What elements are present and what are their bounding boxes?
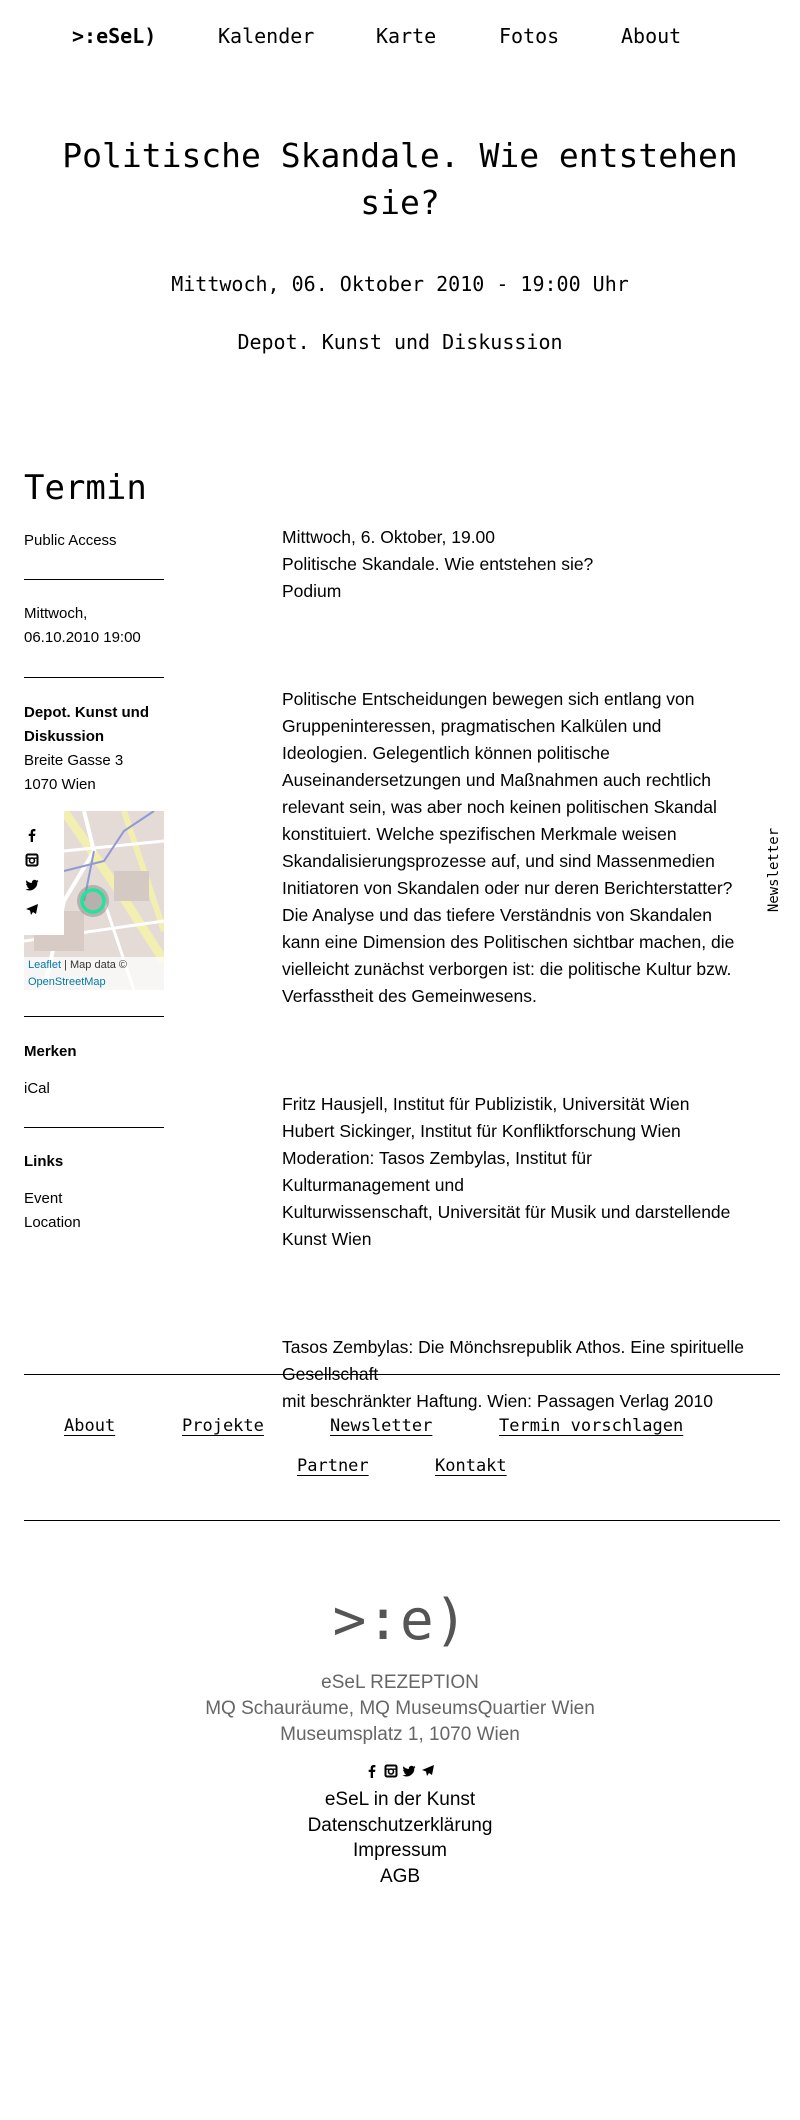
footer-divider xyxy=(24,1374,780,1375)
share-icons xyxy=(25,828,41,917)
ical-link[interactable]: iCal xyxy=(24,1080,50,1097)
instagram-icon[interactable] xyxy=(384,1764,398,1778)
facebook-icon[interactable] xyxy=(25,828,39,842)
venue-name: Diskussion xyxy=(24,728,105,745)
instagram-icon[interactable] xyxy=(25,853,39,867)
map-attribution xyxy=(24,957,164,990)
footer-divider xyxy=(24,1520,780,1521)
footer-link-termin-vorschlagen[interactable]: Termin vorschlagen xyxy=(499,1416,684,1436)
footer-address: Museumsplatz 1, 1070 Wien xyxy=(280,1724,520,1745)
venue-city: 1070 Wien xyxy=(24,776,96,793)
footer-link-datenschutz[interactable]: Datenschutzerklärung xyxy=(307,1815,493,1836)
date-line: Mittwoch, xyxy=(24,605,88,622)
footer-link-newsletter[interactable]: Newsletter xyxy=(330,1416,433,1436)
description-text: Politische Entscheidungen bewegen sich entlang von Gruppeninteressen, pragmatischen Kalkülen und Ideologien. Gelegentlich können politische Auseinandersetzungen und Maßnahmen auch rechtlich relevant sein, was aber noch keinen politischen Skandal konstituiert. Welche spezifischen Merkmale weisen Skandalisierungsprozesse auf, und sind Massenmedien Initiatoren von Skandalen oder nur deren Berichterstatter? Die Analyse und das tiefere Verständnis von Skandalen kann eine Dimension des Politischen sichtbar machen, die vielleicht zunächst verborgen ist: die politische Kultur bzw. Verfasstheit des Gemeinwesens. xyxy=(282,689,735,1006)
sidebar-venue xyxy=(24,701,164,797)
twitter-icon[interactable] xyxy=(25,878,39,892)
sidebar-date xyxy=(24,602,164,650)
event-link[interactable]: Event xyxy=(24,1190,63,1207)
footer-social-icons xyxy=(0,1764,800,1780)
event-datetime: Mittwoch, 06. Oktober 2010 - 19:00 Uhr xyxy=(171,272,629,296)
literature-text: Tasos Zembylas: Die Mönchsrepublik Athos. Eine spirituelle Gesellschaft mit beschränkter Haftung. Wien: Passagen Verlag 2010 xyxy=(282,1337,745,1411)
facebook-icon[interactable] xyxy=(365,1764,379,1778)
footer-link-kontakt[interactable]: Kontakt xyxy=(435,1456,507,1476)
newsletter-tab-label: Newsletter xyxy=(766,827,782,913)
merken-heading: Merken xyxy=(24,1043,77,1060)
footer-link-impressum[interactable]: Impressum xyxy=(353,1840,447,1861)
footer-link-esel-kunst[interactable]: eSeL in der Kunst xyxy=(324,1789,476,1810)
footer-link-agb[interactable]: AGB xyxy=(379,1866,421,1887)
nav-kalender[interactable]: Kalender xyxy=(218,24,315,48)
footer-link-projekte[interactable]: Projekte xyxy=(182,1416,264,1436)
divider xyxy=(24,1127,164,1128)
nav-karte[interactable]: Karte xyxy=(376,24,437,48)
date-line: 06.10.2010 19:00 xyxy=(24,629,141,646)
nav-fotos[interactable]: Fotos xyxy=(499,24,560,48)
event-category: Public Access xyxy=(24,532,117,549)
footer-address: MQ Schauräume, MQ MuseumsQuartier Wien xyxy=(205,1698,595,1719)
footer-logo: >:e) xyxy=(332,1588,468,1653)
telegram-icon[interactable] xyxy=(421,1764,435,1778)
location-map[interactable] xyxy=(24,811,164,990)
osm-link[interactable]: OpenStreetMap xyxy=(28,976,106,988)
divider xyxy=(24,677,164,678)
links-heading: Links xyxy=(24,1153,64,1170)
speakers-text: Fritz Hausjell, Institut für Publizistik, Universität Wien Hubert Sickinger, Institut für Konfliktforschung Wien Moderation: Tasos Zembylas, Institut für Kulturmanagement und Kulturwissenschaft, Universität für Musik und darstellende Kunst Wien xyxy=(282,1094,731,1249)
sidebar-heading: Termin xyxy=(24,468,147,508)
event-venue: Depot. Kunst und Diskussion xyxy=(237,330,563,354)
divider xyxy=(24,579,164,580)
page-title: Politische Skandale. Wie entstehen sie? xyxy=(62,136,738,222)
twitter-icon[interactable] xyxy=(402,1764,416,1778)
venue-name: Depot. Kunst und xyxy=(24,704,149,721)
footer-org: eSeL REZEPTION xyxy=(321,1672,479,1693)
newsletter-tab[interactable] xyxy=(748,810,800,930)
leaflet-link[interactable]: Leaflet xyxy=(28,959,62,971)
site-logo[interactable]: >:eSeL) xyxy=(72,24,157,48)
nav-about[interactable]: About xyxy=(621,24,682,48)
attribution-text: | Map data © xyxy=(61,959,128,971)
intro-text: Mittwoch, 6. Oktober, 19.00 Politische Skandale. Wie entstehen sie? Podium xyxy=(282,527,594,601)
venue-street: Breite Gasse 3 xyxy=(24,752,124,769)
location-link[interactable]: Location xyxy=(24,1214,81,1231)
event-description xyxy=(282,470,800,1469)
divider xyxy=(24,1016,164,1017)
telegram-icon[interactable] xyxy=(25,903,39,917)
footer-link-partner[interactable]: Partner xyxy=(297,1456,369,1476)
footer-link-about[interactable]: About xyxy=(64,1416,116,1436)
